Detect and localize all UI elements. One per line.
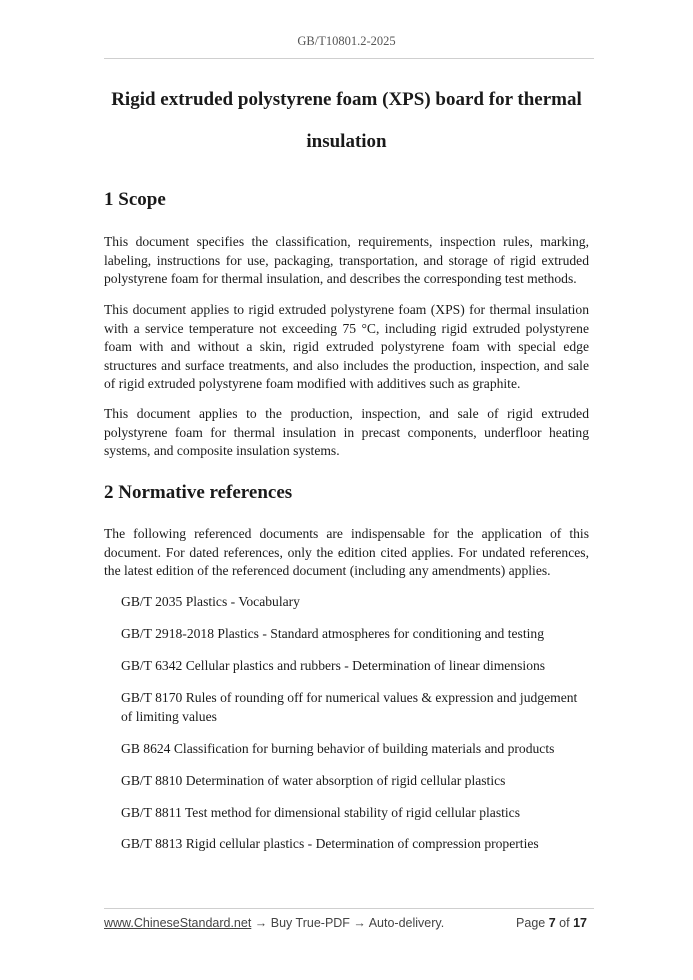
document-title: Rigid extruded polystyrene foam (XPS) board for thermal insulation [111,89,582,152]
page-number: 7 [548,916,556,930]
scope-paragraph-2: This document applies to rigid extruded polystyrene foam (XPS) for thermal insulation with a service temperature not exceeding 75 °C, including rigid extruded polystyrene foam with and without a skin, rigid extruded polystyrene foam with special edge structures and surface treatments, and also includes the production, inspection, and sale of rigid extruded polystyrene foam modified with additives such as graphite. [104,302,589,392]
footer-tagline: → Buy True-PDF → Auto-delivery. [251,916,445,930]
reference-item: GB/T 2918-2018 Plastics - Standard atmospheres for conditioning and testing [121,625,544,641]
footer-promo [104,916,444,930]
section-heading-scope: 1 Scope [104,189,166,210]
reference-item: GB/T 6342 Cellular plastics and rubbers - Determination of linear dimensions [121,657,546,673]
reference-list [121,593,591,867]
reference-item: GB/T 8813 Rigid cellular plastics - Determination of compression properties [121,836,539,852]
page-total: 17 [573,916,587,930]
footer-divider [104,908,594,909]
scope-paragraph-1: This document specifies the classification, requirements, inspection rules, marking, labeling, instructions for use, packaging, transportation, and storage of rigid extruded polystyrene foam for thermal insulation, and describes the corresponding test methods. [104,234,589,287]
normative-references-intro: The following referenced documents are indispensable for the application of this document. For dated references, only the edition cited applies. For undated references, the latest edition of the referenced document (including any amendments) applies. [104,526,589,579]
reference-item: GB/T 8170 Rules of rounding off for numerical values & expression and judgement of limiting values [121,689,578,724]
header-divider [104,58,594,59]
section-heading-normative-references: 2 Normative references [104,482,293,503]
reference-item: GB/T 8811 Test method for dimensional stability of rigid cellular plastics [121,804,520,820]
page-footer [104,916,587,930]
scope-paragraph-3: This document applies to the production, inspection, and sale of rigid extruded polystyrene foam for thermal insulation in precast components, underfloor heating systems, and composite insulation systems. [104,406,589,459]
site-link[interactable]: www.ChineseStandard.net [104,916,252,930]
reference-item: GB/T 8810 Determination of water absorption of rigid cellular plastics [121,772,506,788]
page-indicator [516,916,587,930]
document-code-header: GB/T10801.2-2025 [297,34,396,48]
reference-item: GB 8624 Classification for burning behavior of building materials and products [121,740,555,756]
of-label: of [559,916,570,930]
reference-item: GB/T 2035 Plastics - Vocabulary [121,594,300,609]
page-label: Page [516,916,546,930]
